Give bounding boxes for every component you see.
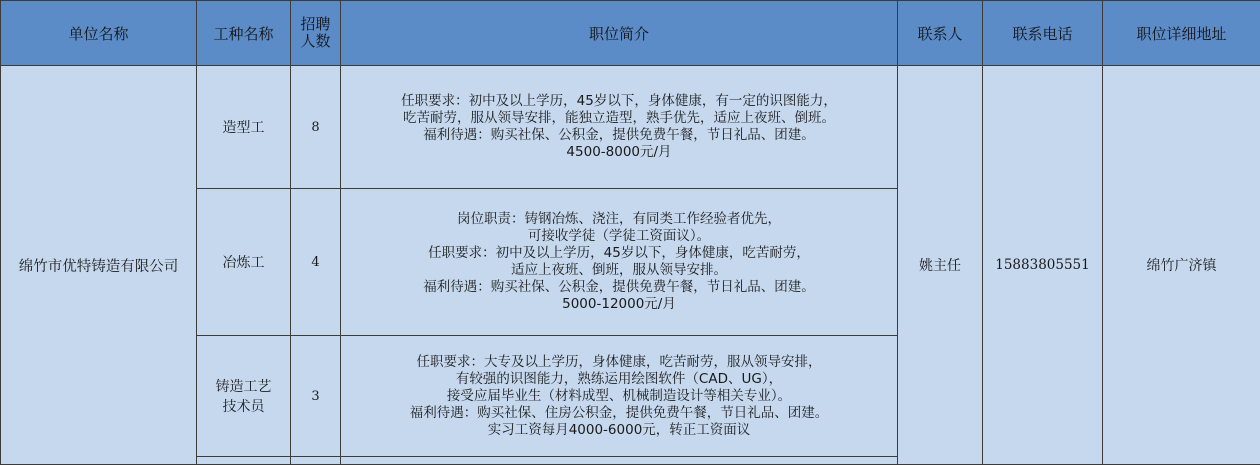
address-cell: 绵竹广济镇 [1103, 66, 1260, 465]
description-line: 福利待遇：购买社保、住房公积金，提供免费午餐，节日礼品、团建。 [341, 405, 897, 422]
description-line: 福利待遇：购买社保、公积金，提供免费午餐，节日礼品、团建。 [341, 279, 897, 296]
description-line: 吃苦耐劳，服从领导安排，能独立造型，熟手优先，适应上夜班、倒班。 [341, 110, 897, 127]
header-job-name: 工种名称 [197, 1, 291, 66]
description-line: 任职要求：初中及以上学历，45岁以下，身体健康，吃苦耐劳， [341, 245, 897, 262]
description-line: 5000-12000元/月 [341, 296, 897, 313]
header-contact: 联系人 [898, 1, 983, 66]
description-line: 4500-8000元/月 [341, 144, 897, 161]
header-hiring-count [291, 1, 341, 66]
job-name-line1: 冶炼工 [197, 252, 290, 272]
header-row [1, 1, 1260, 66]
header-company: 单位名称 [1, 1, 197, 66]
job-name-cell [197, 189, 291, 336]
phone-cell: 15883805551 [983, 66, 1103, 465]
job-name-line1: 造型工 [197, 117, 290, 137]
header-description: 职位简介 [341, 1, 898, 66]
description-line: 岗位职责：铸钢冶炼、浇注，有同类工作经验者优先， [341, 211, 897, 228]
description-line: 实习工资每月4000-6000元，转正工资面议 [341, 422, 897, 439]
hiring-count-cell: 4 [291, 189, 341, 336]
description-line: 任职要求：初中及以上学历，45岁以下，身体健康，有一定的识图能力， [341, 93, 897, 110]
job-name-line1: 铸造工艺 [197, 376, 290, 396]
description-line: 福利待遇：购买社保、公积金，提供免费午餐，节日礼品、团建。 [341, 127, 897, 144]
description-cell [341, 66, 898, 189]
table-row [1, 66, 1260, 189]
empty-cell [341, 457, 898, 465]
job-name-cell [197, 336, 291, 457]
description-line: 有较强的识图能力，熟练运用绘图软件（CAD、UG）， [341, 371, 897, 388]
empty-cell [197, 457, 291, 465]
header-phone: 联系电话 [983, 1, 1103, 66]
header-count-line1: 招聘 [291, 16, 340, 33]
description-line: 接受应届毕业生（材料成型、机械制造设计等相关专业）。 [341, 388, 897, 405]
job-name-cell [197, 66, 291, 189]
header-count-line2: 人数 [291, 33, 340, 50]
contact-cell: 姚主任 [898, 66, 983, 465]
empty-cell [291, 457, 341, 465]
description-line: 可接收学徒（学徒工资面议）。 [341, 228, 897, 245]
hiring-count-cell: 8 [291, 66, 341, 189]
header-address: 职位详细地址 [1103, 1, 1260, 66]
description-line: 任职要求：大专及以上学历，身体健康，吃苦耐劳，服从领导安排， [341, 354, 897, 371]
description-cell [341, 189, 898, 336]
company-cell: 绵竹市优特铸造有限公司 [1, 66, 197, 465]
description-cell [341, 336, 898, 457]
job-name-line2: 技术员 [197, 396, 290, 416]
hiring-count-cell: 3 [291, 336, 341, 457]
description-line: 适应上夜班、倒班，服从领导安排。 [341, 262, 897, 279]
